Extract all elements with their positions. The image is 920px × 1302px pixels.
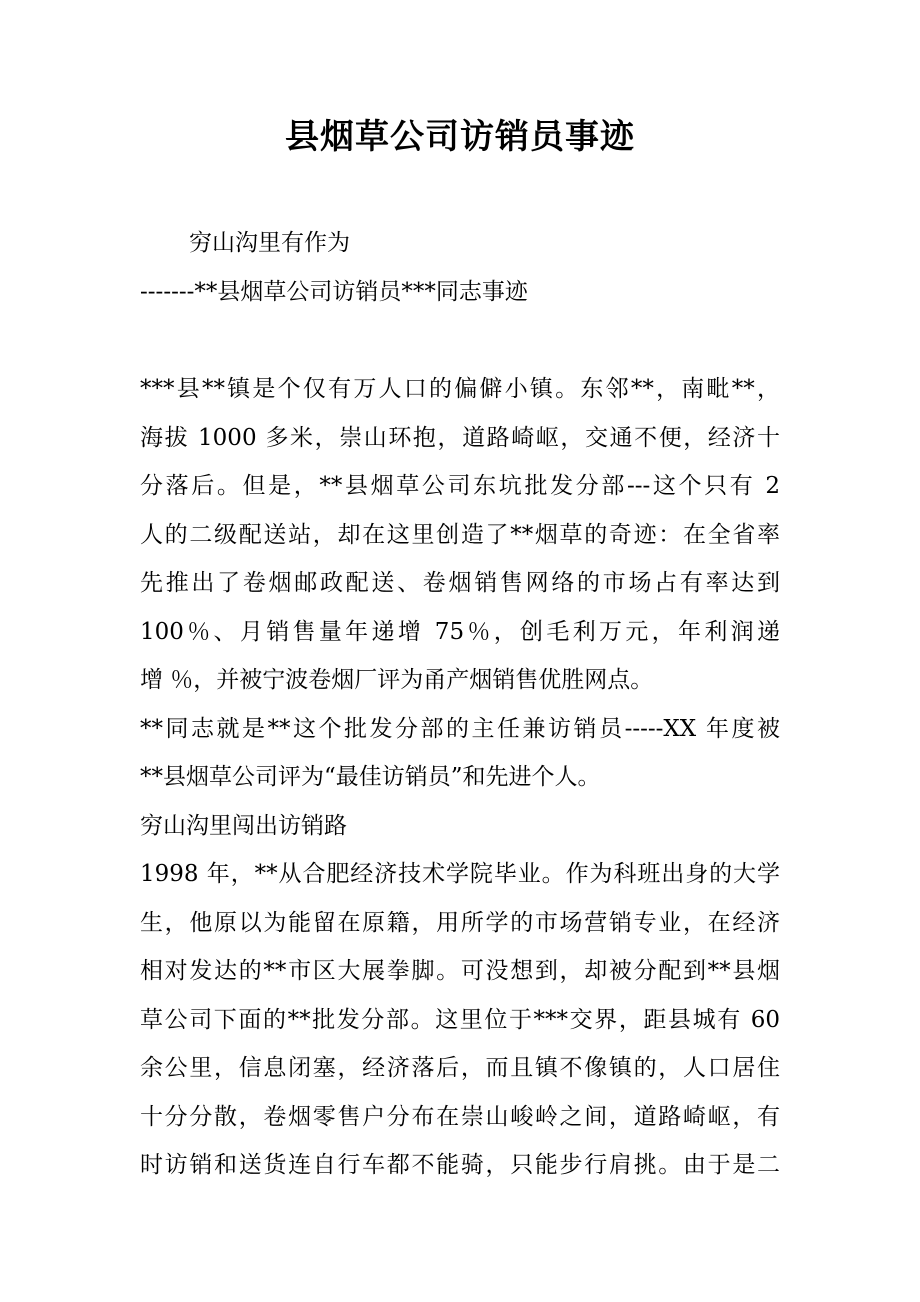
body-line: 时访销和送货连自行车都不能骑，只能步行肩挑。由于是二 [140,1152,780,1178]
body-line: 生，他原以为能留在原籍，用所学的市场营销专业，在经济 [140,909,780,936]
body-line: **同志就是**这个批发分部的主任兼访销员-----XX 年度被 [140,715,780,742]
body-line: **县烟草公司评为“最佳访销员”和先进个人。 [140,764,601,790]
body-line: ***县**镇是个仅有万人口的偏僻小镇。东邻**，南毗**， [140,376,780,402]
document-title: 县烟草公司访销员事迹 [285,117,635,157]
body-line: 十分分散，卷烟零售户分布在崇山峻岭之间，道路崎岖，有 [140,1103,780,1130]
body-line: 分落后。但是，**县烟草公司东坑批发分部---这个只有 2 [140,473,780,499]
body-line: 1998 年，**从合肥经济技术学院毕业。作为科班出身的大学 [140,861,780,887]
document-subtitle: 穷山沟里有作为 [189,230,350,256]
body-line: 相对发达的**市区大展拳脚。可没想到，却被分配到**县烟 [140,958,780,984]
body-line: 先推出了卷烟邮政配送、卷烟销售网络的市场占有率达到 [140,570,780,596]
body-line: 草公司下面的**批发分部。这里位于***交界，距县城有 60 [140,1006,780,1033]
body-line: 海拔 1000 多米，崇山环抱，道路崎岖，交通不便，经济十 [140,424,780,451]
body-line: 人的二级配送站，却在这里创造了**烟草的奇迹：在全省率 [140,521,780,548]
document-body [140,365,780,1190]
document-byline: -------**县烟草公司访销员***同志事迹 [140,279,528,305]
body-line: 余公里，信息闭塞，经济落后，而且镇不像镇的，人口居住 [140,1055,780,1081]
body-line: 100％、月销售量年递增 75％，创毛利万元，年利润递 [140,618,780,645]
body-line: 穷山沟里闯出访销路 [140,812,347,839]
body-line: 增 ％，并被宁波卷烟厂评为甬产烟销售优胜网点。 [140,667,654,693]
